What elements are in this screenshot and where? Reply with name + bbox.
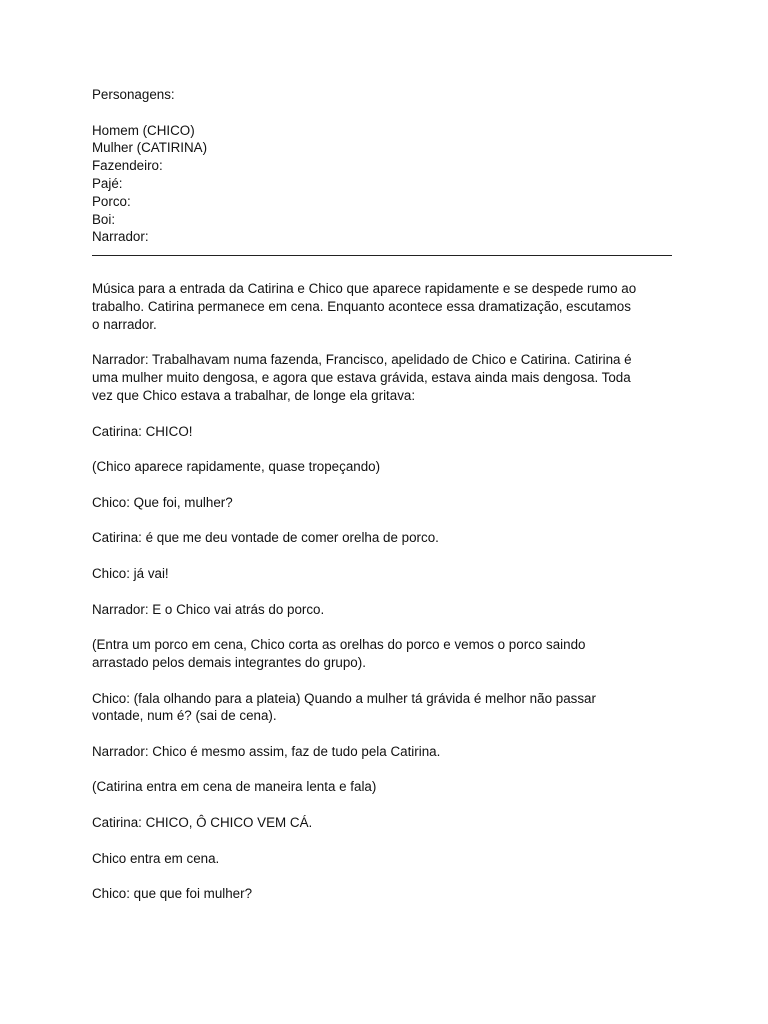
script-paragraph: [92, 850, 692, 868]
script-paragraph: [92, 565, 692, 583]
characters-list: [92, 122, 692, 247]
paragraph-line: trabalho. Catirina permanece em cena. Enquanto acontece essa dramatização, escutamos: [92, 298, 631, 314]
script-paragraph: [92, 458, 692, 476]
paragraph-line: Chico: (fala olhando para a plateia) Quando a mulher tá grávida é melhor não passar: [92, 690, 596, 706]
paragraph-line: Catirina: CHICO, Ô CHICO VEM CÁ.: [92, 815, 313, 831]
script-paragraph: [92, 743, 692, 761]
script-paragraph: [92, 778, 692, 796]
script-paragraph: [92, 529, 692, 547]
paragraph-line: (Catirina entra em cena de maneira lenta e fala): [92, 779, 377, 795]
paragraph-line: Chico: Que foi, mulher?: [92, 494, 233, 510]
script-paragraph: [92, 690, 692, 726]
characters-heading: Personagens:: [92, 87, 175, 102]
paragraph-line: Música para a entrada da Catirina e Chico que aparece rapidamente e se despede rumo ao: [92, 281, 637, 297]
paragraph-line: Chico entra em cena.: [92, 850, 220, 866]
script-paragraph: [92, 601, 692, 619]
character-item: Boi:: [92, 211, 116, 227]
paragraph-line: uma mulher muito dengosa, e agora que estava grávida, estava ainda mais dengosa. Toda: [92, 370, 631, 386]
paragraph-line: o narrador.: [92, 316, 157, 332]
script-paragraph: [92, 636, 692, 672]
character-item: Fazendeiro:: [92, 158, 163, 174]
paragraph-line: Narrador: Chico é mesmo assim, faz de tudo pela Catirina.: [92, 743, 441, 759]
paragraph-line: Chico: já vai!: [92, 565, 169, 581]
script-body: [92, 280, 692, 903]
paragraph-line: Narrador: E o Chico vai atrás do porco.: [92, 601, 325, 617]
paragraph-line: arrastado pelos demais integrantes do grupo).: [92, 654, 366, 670]
character-item: Mulher (CATIRINA): [92, 140, 208, 156]
paragraph-line: vontade, num é? (sai de cena).: [92, 708, 277, 724]
script-paragraph: [92, 494, 692, 512]
character-item: Homem (CHICO): [92, 122, 195, 138]
script-paragraph: [92, 280, 692, 333]
paragraph-line: Catirina: CHICO!: [92, 423, 193, 439]
paragraph-line: Chico: que que foi mulher?: [92, 886, 253, 902]
character-item: Pajé:: [92, 175, 123, 191]
script-paragraph: [92, 885, 692, 903]
paragraph-line: vez que Chico estava a trabalhar, de longe ela gritava:: [92, 387, 416, 403]
paragraph-line: Catirina: é que me deu vontade de comer orelha de porco.: [92, 530, 439, 546]
paragraph-line: (Entra um porco em cena, Chico corta as orelhas do porco e vemos o porco saindo: [92, 637, 586, 653]
character-item: Porco:: [92, 193, 131, 209]
script-paragraph: [92, 814, 692, 832]
script-paragraph: [92, 423, 692, 441]
spacer: [92, 104, 692, 122]
paragraph-line: Narrador: Trabalhavam numa fazenda, Francisco, apelidado de Chico e Catirina. Catirina é: [92, 352, 632, 368]
script-paragraph: [92, 351, 692, 404]
paragraph-line: (Chico aparece rapidamente, quase tropeçando): [92, 459, 381, 475]
document-page: [92, 86, 692, 921]
horizontal-rule: [92, 255, 672, 256]
character-item: Narrador:: [92, 229, 149, 245]
